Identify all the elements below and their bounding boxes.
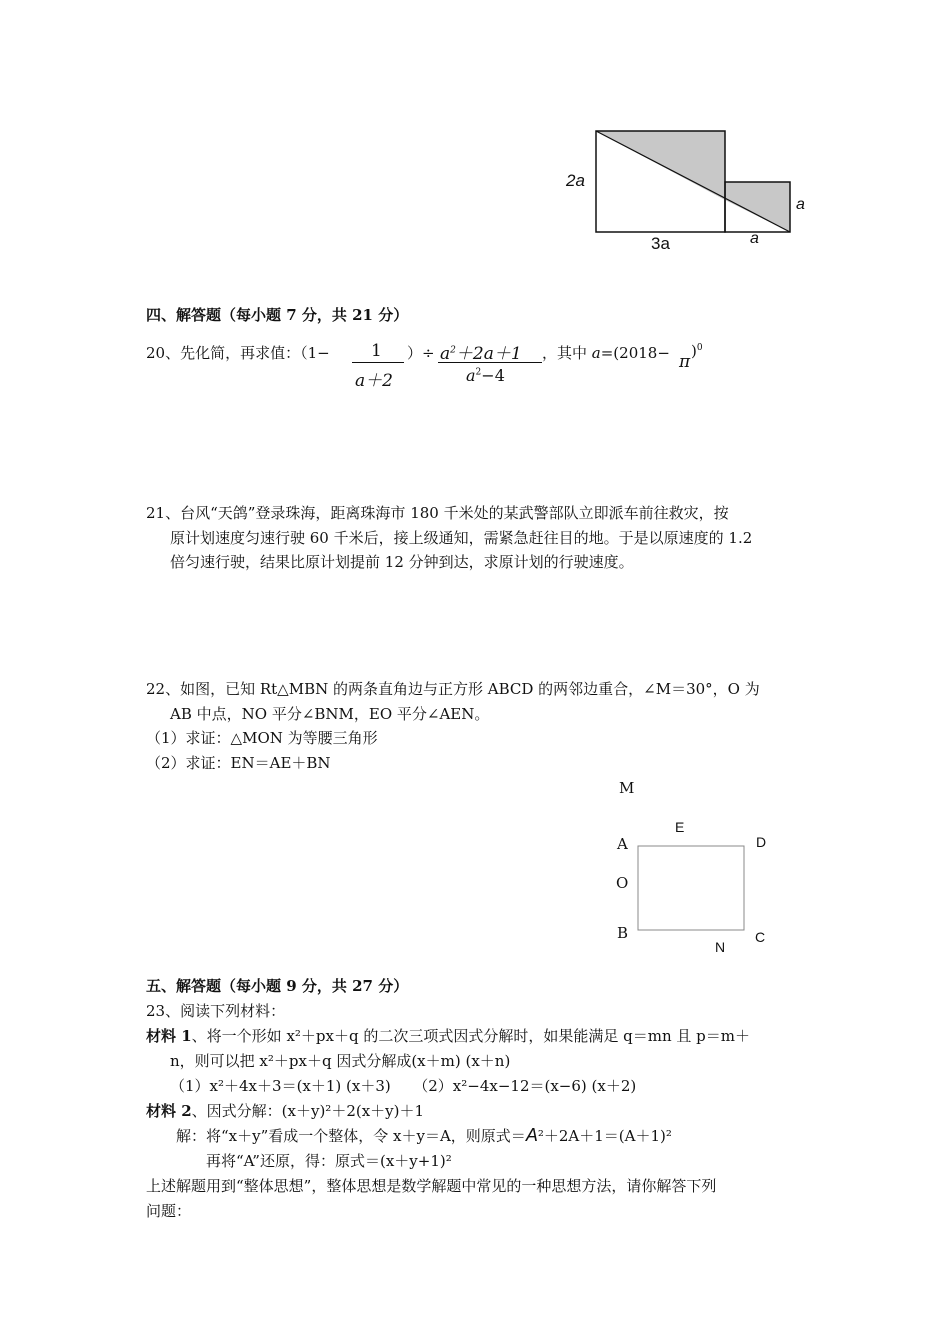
q20-mid: ）÷ [407, 344, 435, 362]
q20-suffix-eq: =(2018− [600, 344, 670, 362]
q22-part2: （2）求证：EN＝AE＋BN [146, 754, 331, 772]
q23-solution-line2: 再将“A”还原，得：原式＝(x＋y+1)² [206, 1152, 452, 1170]
q20-var-a: a [591, 344, 601, 362]
fig-label-D: D [756, 834, 767, 850]
q20-frac1-num: 1 [371, 341, 382, 361]
q20-suffix-prefix: ，其中 [542, 344, 592, 362]
fig-label-E: E [675, 819, 685, 835]
q23-m2-label: 材料 2 [146, 1102, 192, 1120]
q21-line1: 21、台风“天鸽”登录珠海，距离珠海市 180 千米处的某武警部队立即派车前往救灾，按 [146, 504, 729, 522]
q23-outro2: 问题： [146, 1202, 192, 1220]
fig-label-O: O [616, 874, 629, 892]
fig-label-A: A [617, 835, 628, 853]
q23-material2 [146, 1100, 424, 1121]
fig-label-N: N [715, 939, 726, 955]
q22-line1: 22、如图，已知 Rt△MBN 的两条直角边与正方形 ABCD 的两邻边重合，∠M＝30°，O 为 [146, 680, 760, 698]
q20-prefix: 20、先化简，再求值：（1− [146, 344, 330, 362]
section4-title: 四、解答题（每小题 7 分，共 21 分） [146, 306, 409, 324]
q20-close-paren: ) [691, 342, 697, 360]
label-3a: 3a [651, 234, 670, 253]
q20-frac2-num-exp: 2 [450, 345, 456, 356]
q21-line2: 原计划速度匀速行驶 60 千米后，接上级通知，需紧急赶往目的地。于是以原速度的 1.2 [170, 529, 753, 547]
label-a-bottom: a [750, 230, 759, 247]
label-2a: 2a [566, 171, 585, 190]
q23-m1-label: 材料 1 [146, 1027, 192, 1045]
section5-title: 五、解答题（每小题 9 分，共 27 分） [146, 977, 409, 995]
q23-m1-line1: 、将一个形如 x²＋px＋q 的二次三项式因式分解时，如果能满足 q＝mn 且 p＝m＋ [191, 1027, 750, 1045]
fig-label-B: B [617, 924, 629, 942]
q20-frac2-den-a: a [466, 366, 476, 385]
q20-frac2-den-exp: 2 [475, 367, 482, 378]
q23-solution-line1 [176, 1125, 672, 1146]
fig-label-C: C [755, 929, 766, 945]
q22-part1: （1）求证：△MON 为等腰三角形 [146, 729, 378, 747]
q20-frac2-num-rest: ＋2a＋1 [455, 344, 522, 364]
q23-sol1-A: A [525, 1125, 538, 1145]
q23-outro1: 上述解题用到“整体思想”，整体思想是数学解题中常见的一种思想方法，请你解答下列 [146, 1177, 717, 1195]
q23-m1-line2: n，则可以把 x²＋px＋q 因式分解成(x＋m) (x＋n) [170, 1052, 511, 1070]
q23-intro: 23、阅读下列材料： [146, 1002, 286, 1020]
label-a-right: a [796, 196, 805, 213]
q23-m2-line1: 、因式分解：(x＋y)²＋2(x＋y)＋1 [191, 1102, 425, 1120]
q20-frac2-num-a: a [440, 344, 451, 364]
q23-sol1-b: ²＋2A＋1＝(A＋1)² [537, 1127, 672, 1145]
q22-line2: AB 中点，NO 平分∠BNM，EO 平分∠AEN。 [170, 705, 490, 723]
q23-sol1-a: 解：将“x＋y”看成一个整体，令 x＋y＝A，则原式＝ [176, 1127, 526, 1145]
q20-pi: π [679, 352, 691, 372]
q20-frac2-den-rest: −4 [481, 366, 505, 385]
q20-exp0: 0 [696, 343, 703, 353]
q23-material1 [146, 1025, 750, 1046]
square-abcd [638, 846, 744, 930]
q21-line3: 倍匀速行驶，结果比原计划提前 12 分钟到达，求原计划的行驶速度。 [170, 553, 634, 571]
fig-label-M: M [619, 779, 635, 797]
q20-frac1-den: a＋2 [355, 371, 393, 391]
q23-m1-examples: （1）x²＋4x＋3＝(x＋1) (x＋3) （2）x²−4x−12＝(x−6) (x＋2) [170, 1077, 637, 1095]
